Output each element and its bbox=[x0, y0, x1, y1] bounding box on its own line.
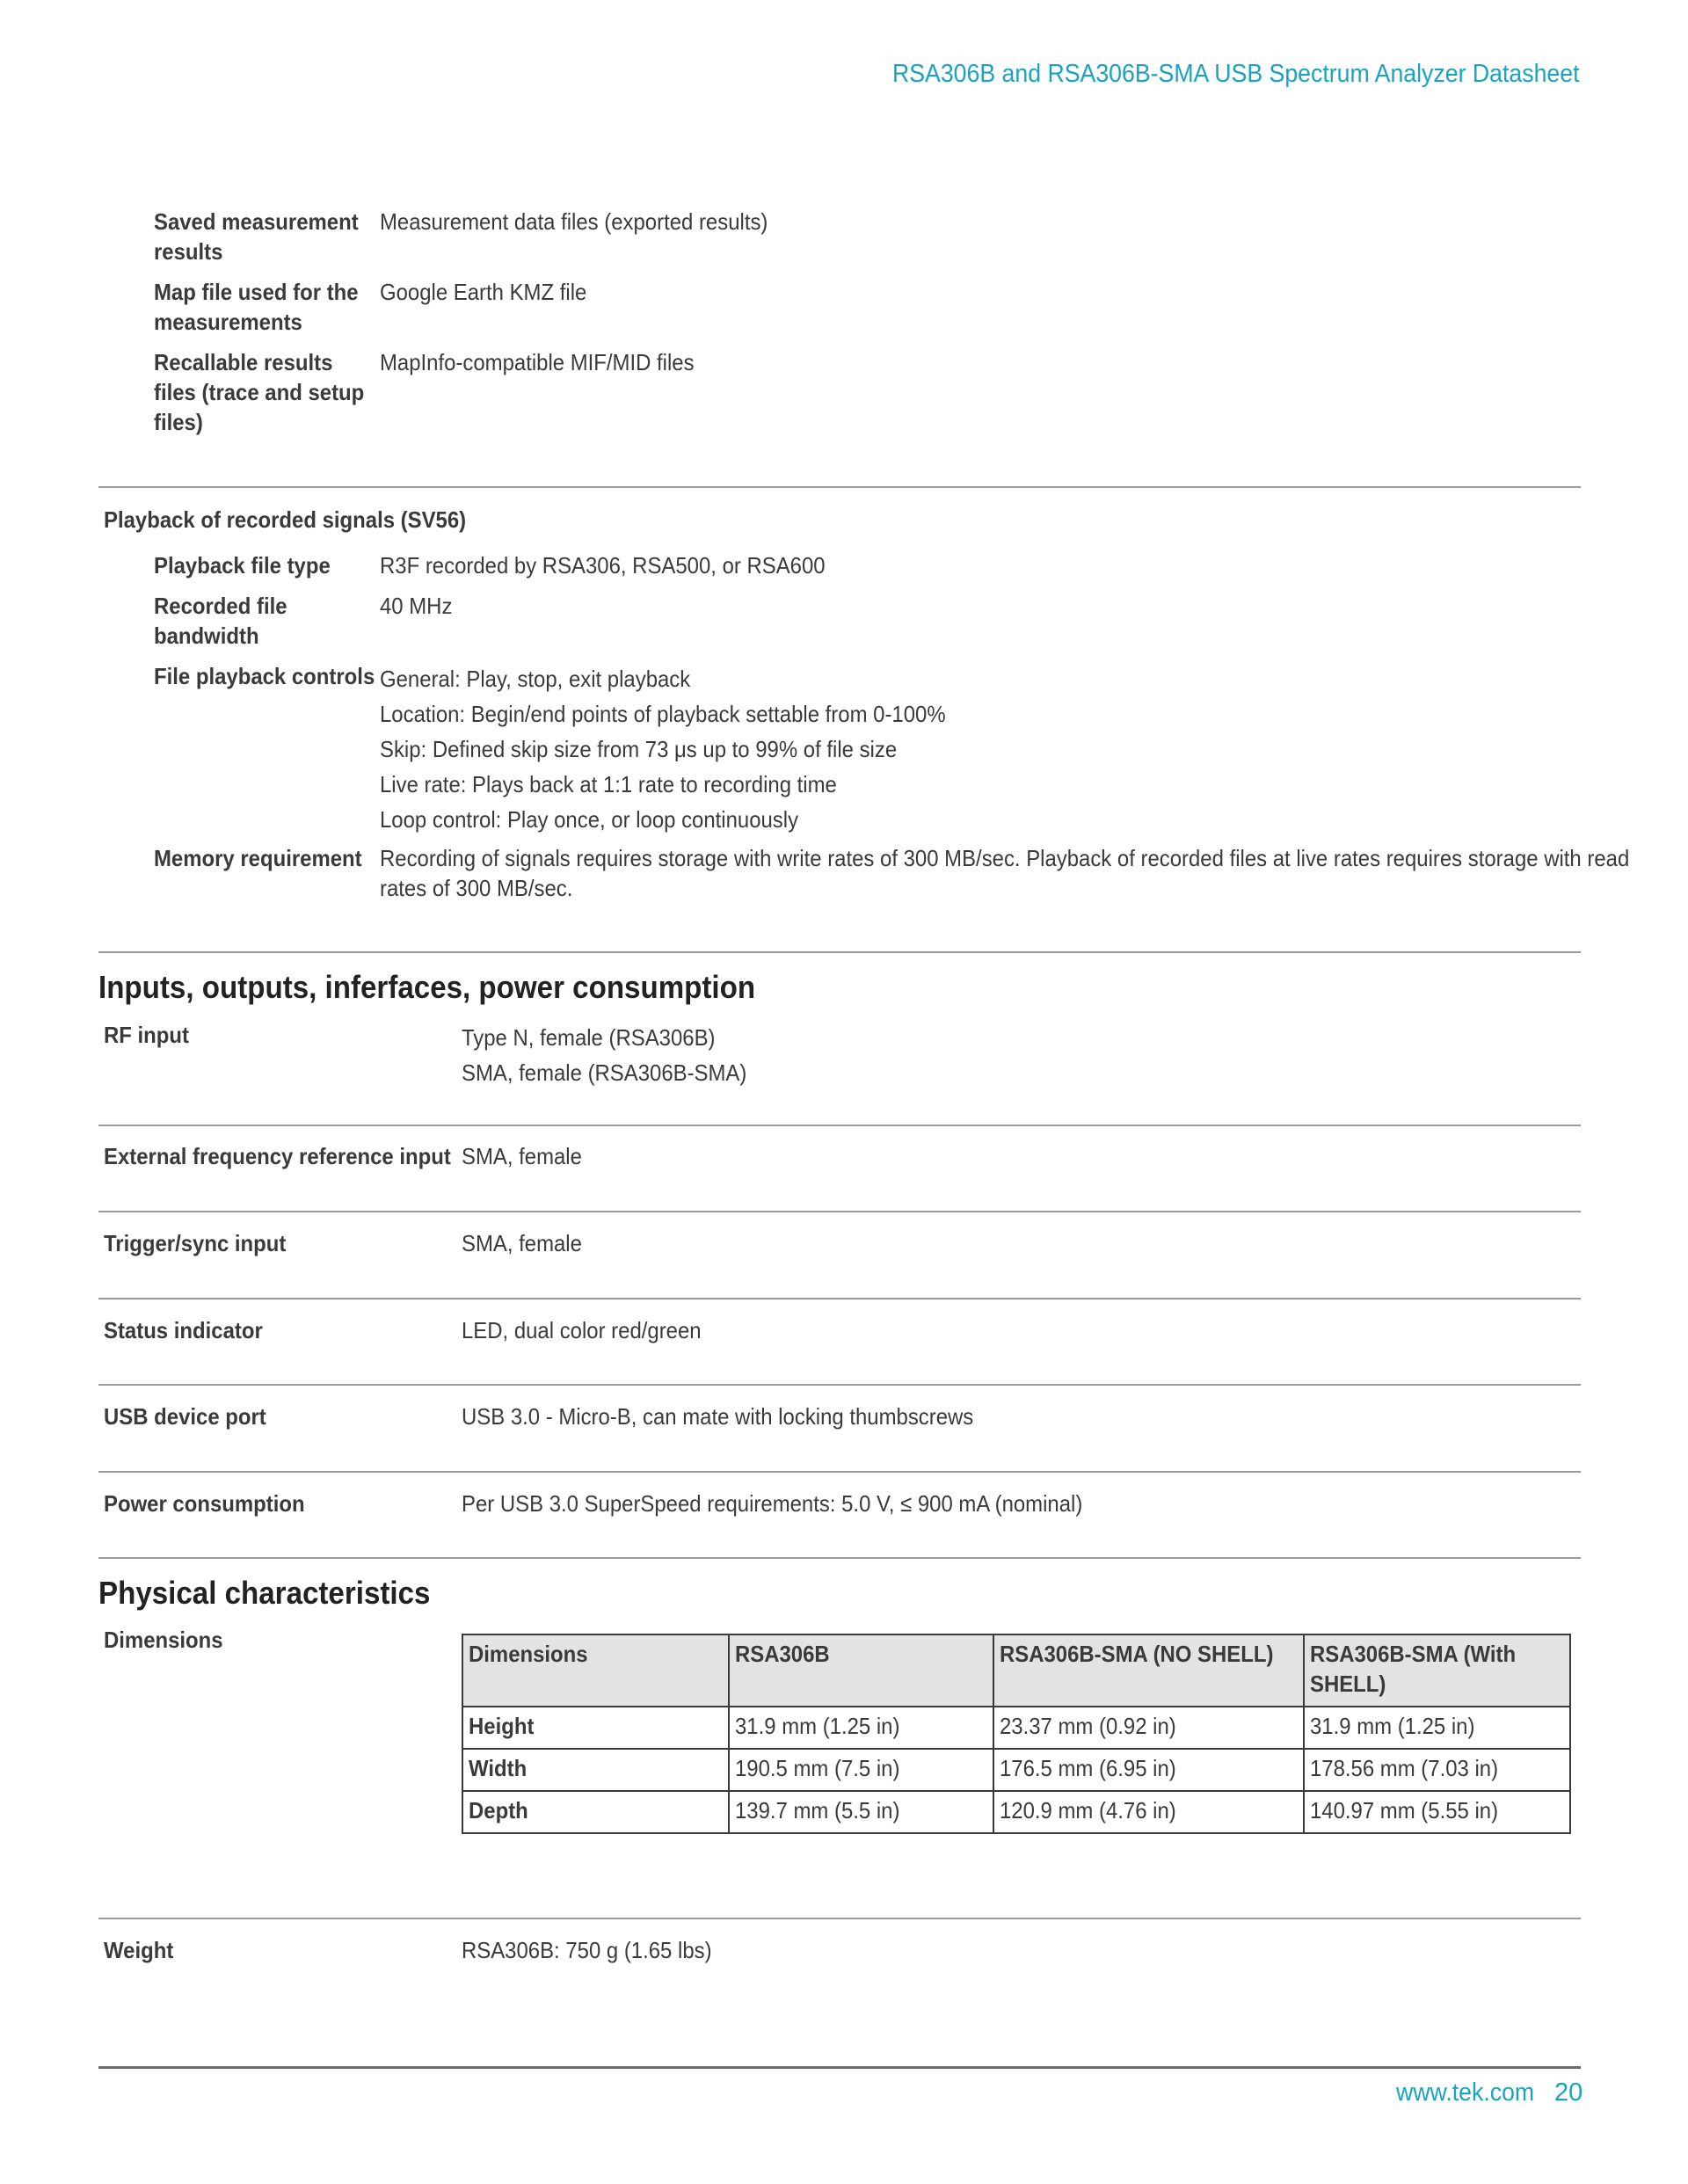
physical-label-weight: Weight bbox=[104, 1937, 174, 1963]
table-cell: 176.5 mm (6.95 in) bbox=[993, 1749, 1304, 1791]
playback-value-bandwidth: 40 MHz bbox=[380, 593, 453, 619]
io-value-rf-input bbox=[462, 1020, 746, 1090]
divider bbox=[98, 951, 1581, 953]
files-label-recallable bbox=[154, 347, 364, 437]
label-line: bandwidth bbox=[154, 622, 259, 649]
playback-label-memory: Memory requirement bbox=[154, 845, 362, 871]
io-value-ext-ref: SMA, female bbox=[462, 1143, 582, 1169]
table-cell: 139.7 mm (5.5 in) bbox=[729, 1791, 993, 1833]
label-line: Saved measurement bbox=[154, 208, 359, 235]
memory-line: Recording of signals requires storage with write rates of 300 MB/sec. Playback of recorded files at live rates requires storage with read bbox=[380, 845, 1630, 871]
table-row-header: Width bbox=[462, 1749, 729, 1791]
divider bbox=[98, 486, 1581, 488]
io-label-power: Power consumption bbox=[104, 1490, 305, 1517]
physical-label-dimensions: Dimensions bbox=[104, 1627, 223, 1653]
page-number: 20 bbox=[1554, 2078, 1583, 2107]
label-line: Recorded file bbox=[154, 593, 287, 619]
io-value-trigger: SMA, female bbox=[462, 1230, 582, 1256]
playback-value-file-type: R3F recorded by RSA306, RSA500, or RSA600 bbox=[380, 552, 826, 579]
divider bbox=[98, 1557, 1581, 1559]
physical-value-weight: RSA306B: 750 g (1.65 lbs) bbox=[462, 1937, 712, 1963]
value-line: Type N, female (RSA306B) bbox=[462, 1024, 716, 1051]
table-row bbox=[462, 1749, 1570, 1791]
control-line: Location: Begin/end points of playback settable from 0-100% bbox=[380, 701, 946, 727]
io-value-power: Per USB 3.0 SuperSpeed requirements: 5.0 V, ≤ 900 mA (nominal) bbox=[462, 1490, 1083, 1517]
divider bbox=[98, 1211, 1581, 1212]
playback-label-file-type: Playback file type bbox=[154, 552, 331, 579]
table-row-header: Height bbox=[462, 1707, 729, 1749]
table-cell: 31.9 mm (1.25 in) bbox=[1304, 1707, 1570, 1749]
table-row-header: Depth bbox=[462, 1791, 729, 1833]
io-value-usb: USB 3.0 - Micro-B, can mate with locking thumbscrews bbox=[462, 1403, 974, 1430]
divider bbox=[98, 1384, 1581, 1386]
label-line: Recallable results bbox=[154, 349, 333, 375]
playback-label-bandwidth bbox=[154, 591, 287, 651]
memory-line: rates of 300 MB/sec. bbox=[380, 875, 573, 901]
footer-url-link[interactable]: www.tek.com bbox=[1396, 2078, 1535, 2107]
table-row bbox=[462, 1707, 1570, 1749]
files-value-recallable: MapInfo-compatible MIF/MID files bbox=[380, 349, 695, 375]
table-header-cell: RSA306B-SMA (NO SHELL) bbox=[993, 1634, 1304, 1707]
io-label-usb: USB device port bbox=[104, 1403, 266, 1430]
io-label-ext-ref: External frequency reference input bbox=[104, 1143, 451, 1169]
table-cell: 120.9 mm (4.76 in) bbox=[993, 1791, 1304, 1833]
label-line: files (trace and setup bbox=[154, 379, 365, 405]
table-cell: 190.5 mm (7.5 in) bbox=[729, 1749, 993, 1791]
table-header-cell: RSA306B bbox=[729, 1634, 993, 1707]
control-line: Live rate: Plays back at 1:1 rate to recording time bbox=[380, 771, 837, 797]
table-row bbox=[462, 1791, 1570, 1833]
divider bbox=[98, 1298, 1581, 1299]
playback-heading: Playback of recorded signals (SV56) bbox=[104, 506, 467, 533]
divider bbox=[98, 1471, 1581, 1473]
header-title: RSA306B and RSA306B-SMA USB Spectrum Analyzer Datasheet bbox=[891, 60, 1579, 88]
io-value-status: LED, dual color red/green bbox=[462, 1317, 702, 1343]
value-line: SMA, female (RSA306B-SMA) bbox=[462, 1059, 747, 1086]
control-line: Loop control: Play once, or loop continuously bbox=[380, 806, 799, 833]
table-cell: 31.9 mm (1.25 in) bbox=[729, 1707, 993, 1749]
playback-value-memory bbox=[380, 843, 1629, 903]
label-line: measurements bbox=[154, 309, 302, 335]
files-label-map-file bbox=[154, 277, 359, 337]
playback-value-controls bbox=[380, 661, 946, 837]
table-header-row bbox=[462, 1634, 1570, 1707]
files-value-saved-results: Measurement data files (exported results) bbox=[380, 208, 768, 235]
table-cell: 140.97 mm (5.55 in) bbox=[1304, 1791, 1570, 1833]
table-cell: 178.56 mm (7.03 in) bbox=[1304, 1749, 1570, 1791]
label-line: results bbox=[154, 238, 223, 265]
footer-divider bbox=[98, 2066, 1581, 2069]
io-label-rf-input: RF input bbox=[104, 1022, 189, 1048]
files-label-saved-results bbox=[154, 207, 359, 266]
physical-section-title: Physical characteristics bbox=[98, 1575, 431, 1611]
table-header-cell: Dimensions bbox=[462, 1634, 729, 1707]
table-cell: 23.37 mm (0.92 in) bbox=[993, 1707, 1304, 1749]
io-label-status: Status indicator bbox=[104, 1317, 263, 1343]
io-label-trigger: Trigger/sync input bbox=[104, 1230, 287, 1256]
label-line: files) bbox=[154, 409, 203, 435]
control-line: Skip: Defined skip size from 73 μs up to 99% of file size bbox=[380, 736, 898, 762]
divider bbox=[98, 1918, 1581, 1919]
files-value-map-file: Google Earth KMZ file bbox=[380, 279, 587, 305]
io-section-title: Inputs, outputs, inferfaces, power consumption bbox=[98, 969, 756, 1005]
dimensions-table bbox=[462, 1634, 1571, 1834]
divider bbox=[98, 1125, 1581, 1126]
control-line: General: Play, stop, exit playback bbox=[380, 666, 691, 692]
label-line: Map file used for the bbox=[154, 279, 359, 305]
table-header-cell: RSA306B-SMA (With SHELL) bbox=[1304, 1634, 1570, 1707]
playback-label-controls: File playback controls bbox=[154, 663, 375, 689]
